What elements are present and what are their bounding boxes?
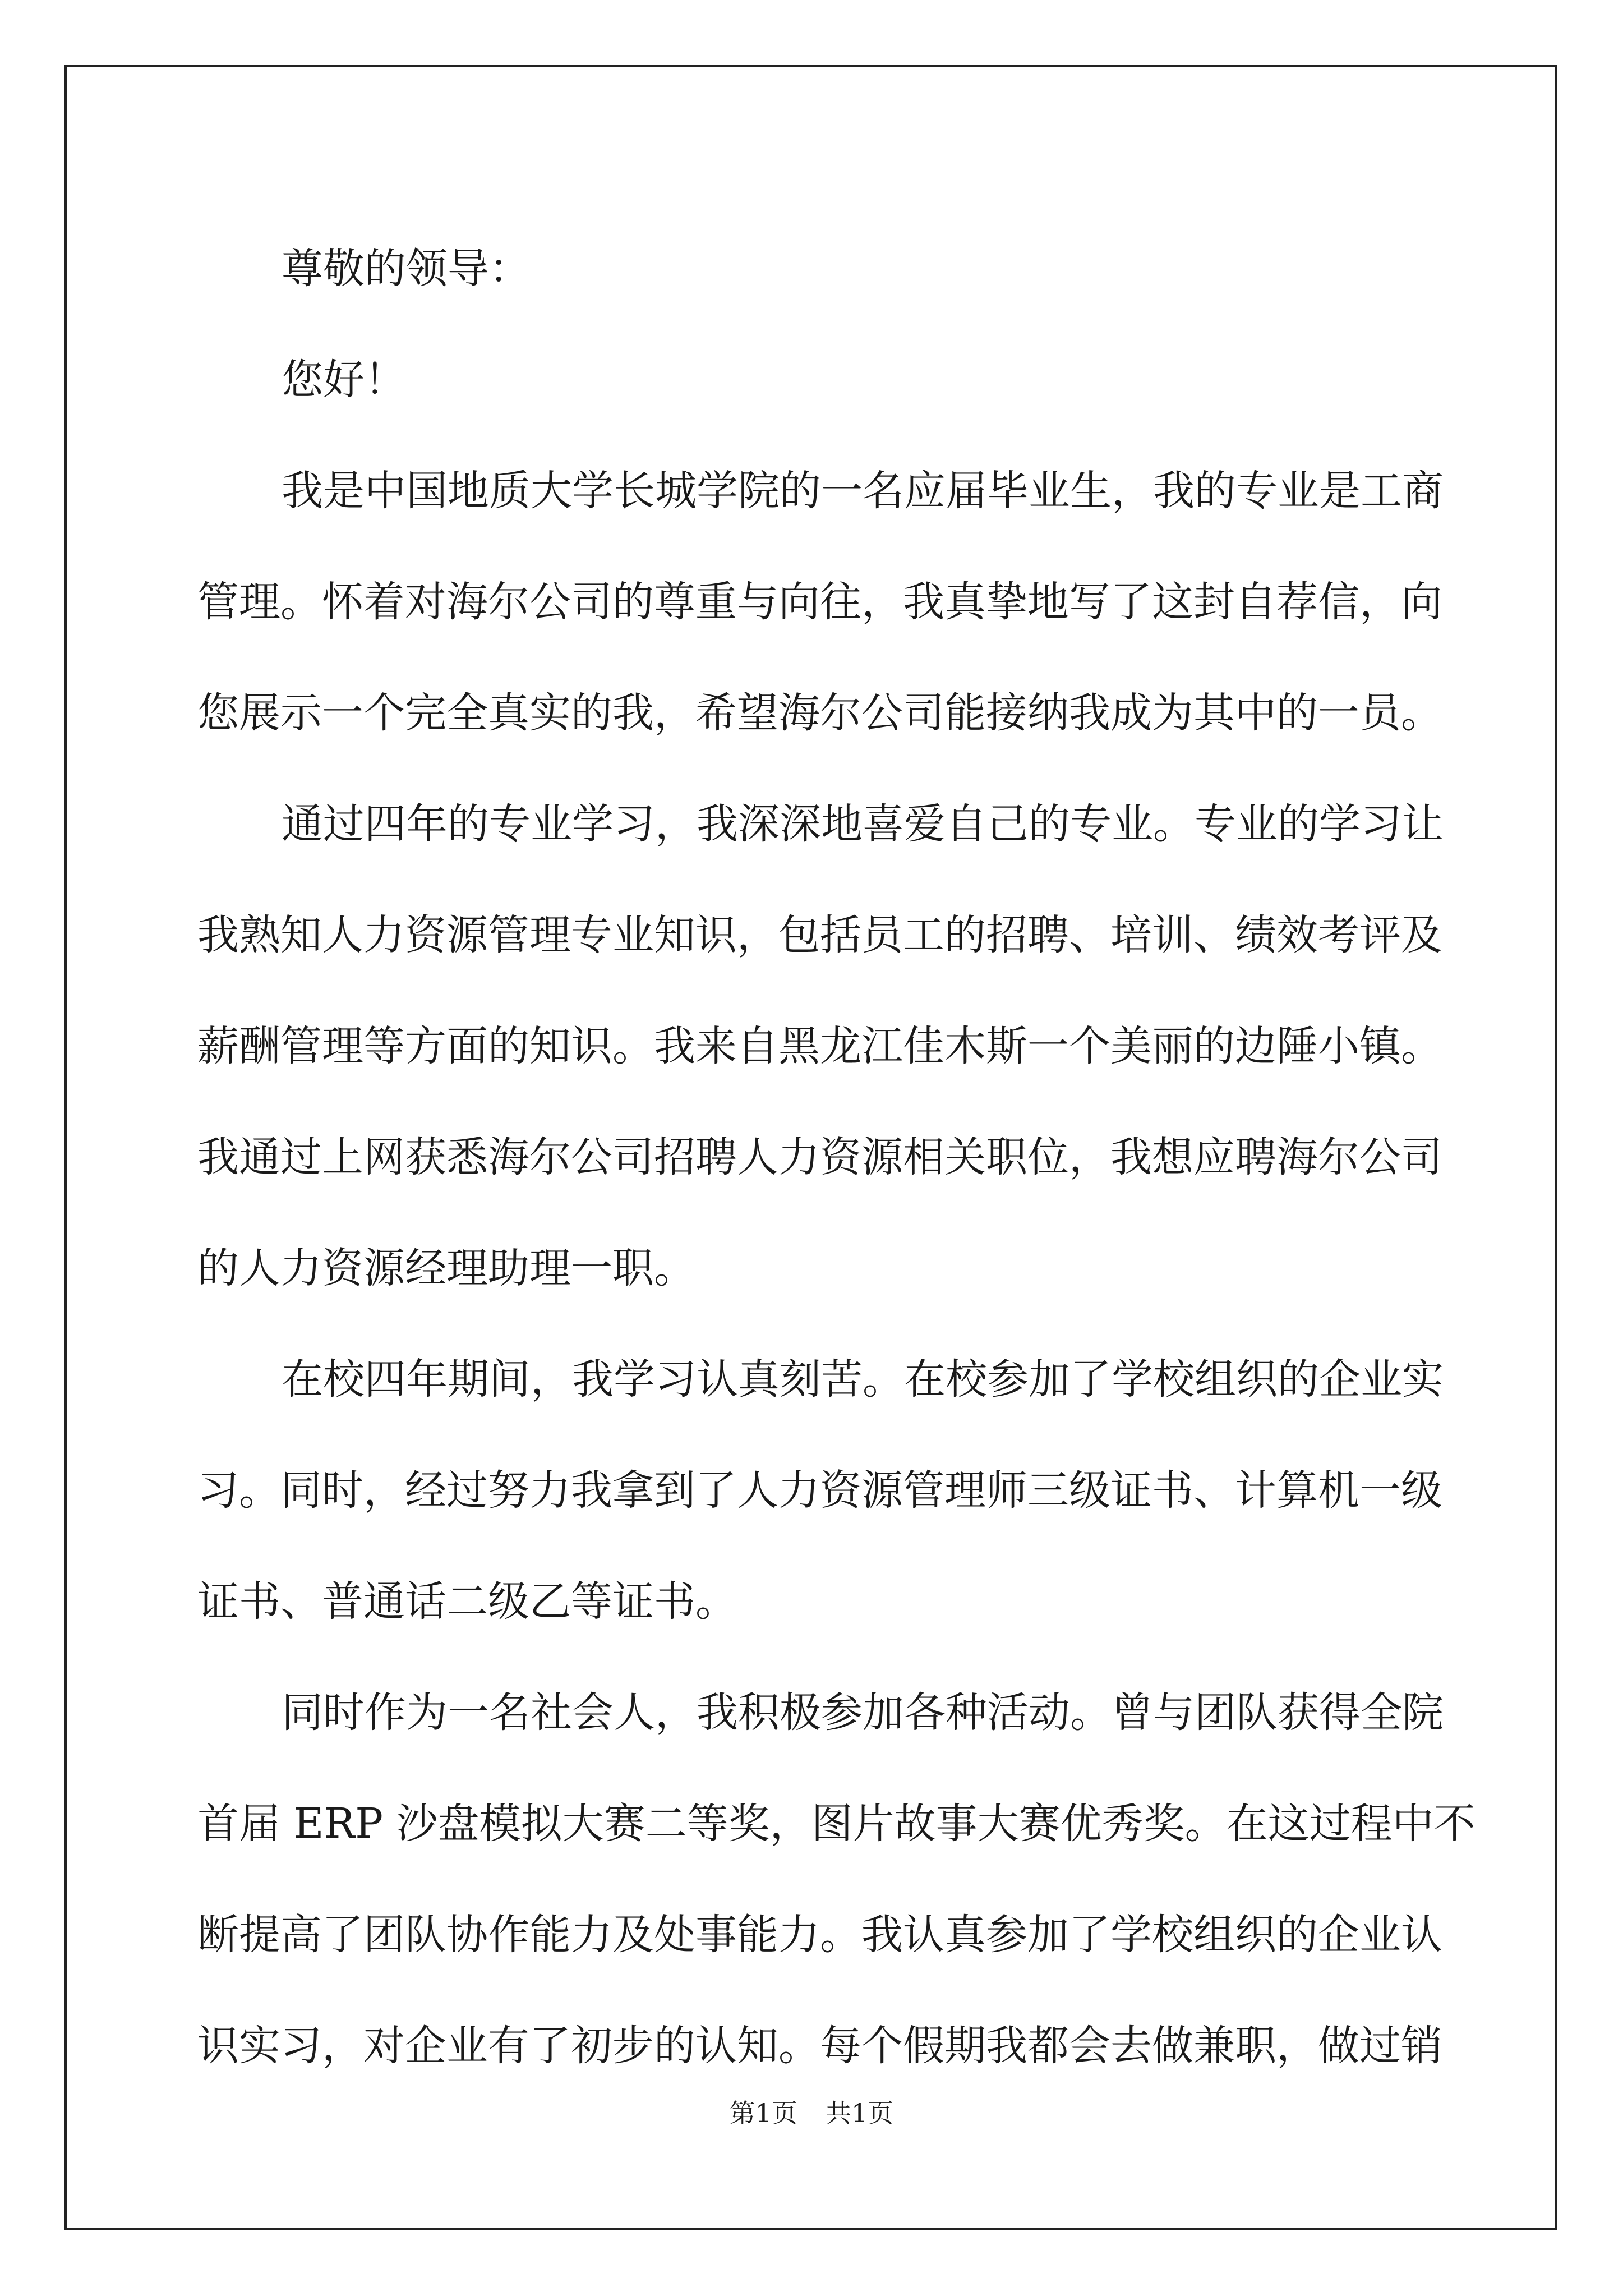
body-line: 管理。怀着对海尔公司的尊重与向往，我真挚地写了这封自荐信，向 — [197, 578, 1442, 626]
page-number: 第1页 — [729, 2098, 797, 2128]
page-footer — [0, 2096, 1623, 2130]
body-line: 您展示一个完全真实的我，希望海尔公司能接纳我成为其中的一员。 — [197, 689, 1442, 737]
body-line: 我熟知人力资源管理专业知识，包括员工的招聘、培训、绩效考评及 — [197, 911, 1442, 959]
body-line: 我通过上网获悉海尔公司招聘人力资源相关职位，我想应聘海尔公司 — [197, 1133, 1442, 1181]
page-count: 共1页 — [826, 2098, 894, 2128]
body-line: 习。同时，经过努力我拿到了人力资源管理师三级证书、计算机一级 — [197, 1466, 1442, 1515]
body-line: 首届 ERP 沙盘模拟大赛二等奖，图片故事大赛优秀奖。在这过程中不 — [197, 1800, 1476, 1848]
salutation: 尊敬的领导： — [282, 245, 531, 293]
body-line: 薪酬管理等方面的知识。我来自黑龙江佳木斯一个美丽的边陲小镇。 — [197, 1022, 1442, 1070]
body-line: 断提高了团队协作能力及处事能力。我认真参加了学校组织的企业认 — [197, 1911, 1442, 1959]
body-line: 在校四年期间，我学习认真刻苦。在校参加了学校组织的企业实 — [282, 1355, 1444, 1404]
body-line: 我是中国地质大学长城学院的一名应届毕业生，我的专业是工商 — [282, 467, 1444, 515]
letter-body — [197, 213, 1476, 2101]
body-line: 的人力资源经理助理一职。 — [197, 1244, 695, 1292]
greeting: 您好！ — [282, 356, 406, 404]
body-line: 证书、普通话二级乙等证书。 — [197, 1577, 737, 1626]
body-line: 识实习，对企业有了初步的认知。每个假期我都会去做兼职，做过销 — [197, 2022, 1442, 2070]
body-line: 通过四年的专业学习，我深深地喜爱自己的专业。专业的学习让 — [282, 800, 1444, 848]
body-line: 同时作为一名社会人，我积极参加各种活动。曾与团队获得全院 — [282, 1688, 1444, 1737]
